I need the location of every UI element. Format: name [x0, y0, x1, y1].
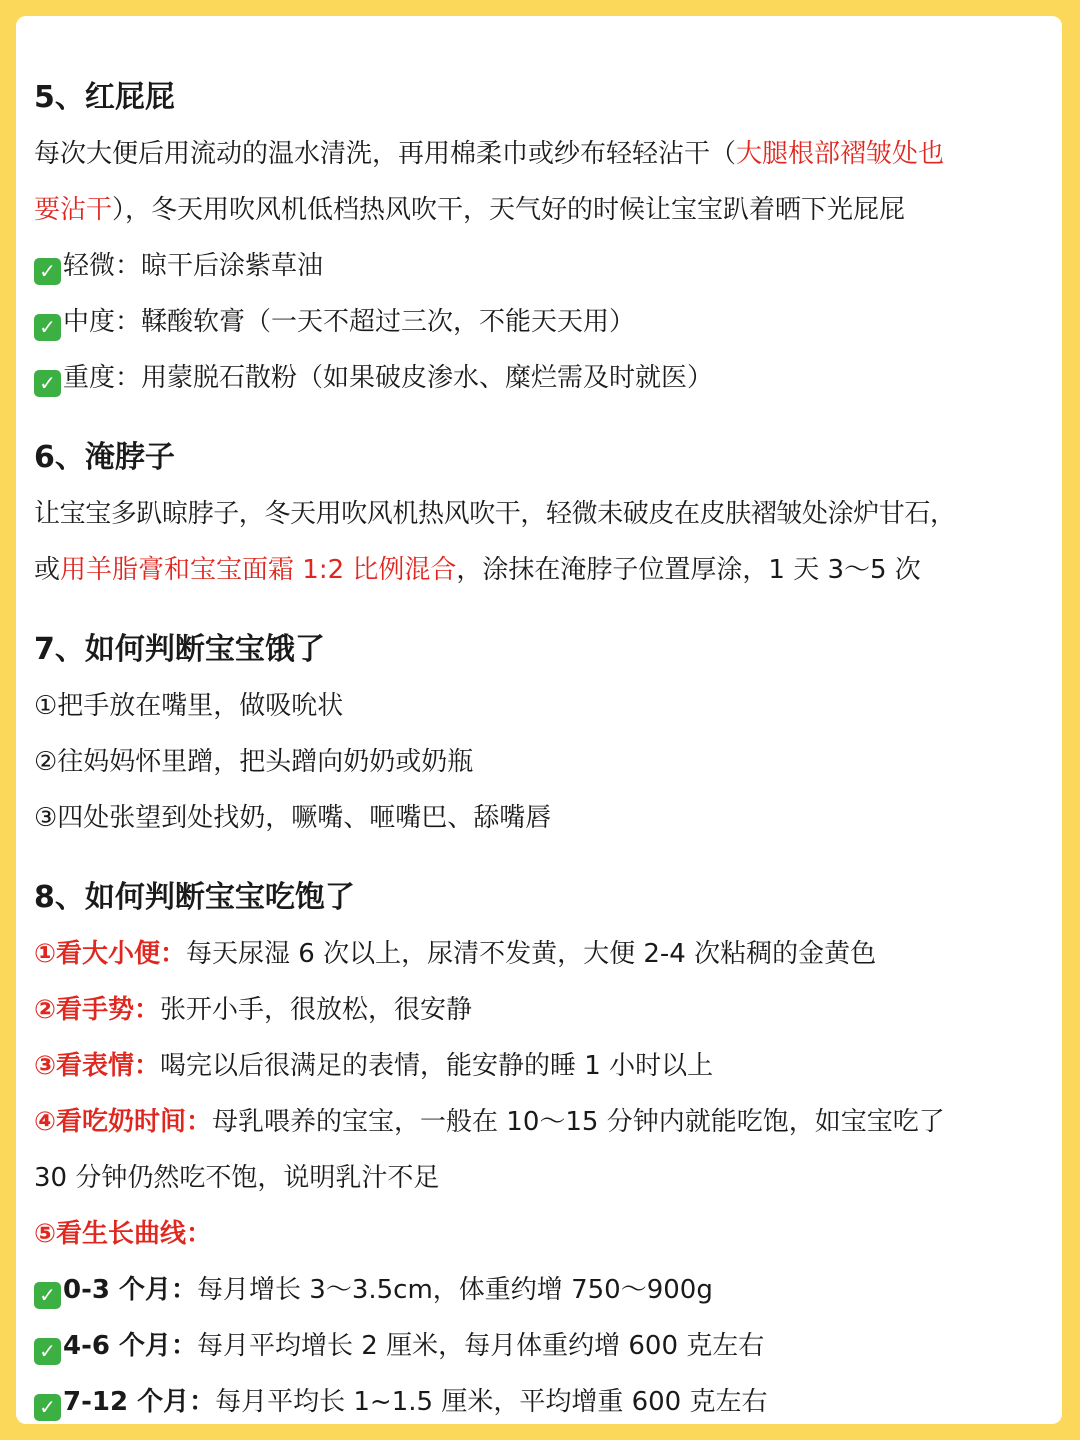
fullness-sign-4 [34, 1094, 1058, 1150]
section-6-paragraph-line-2 [34, 542, 1058, 598]
check-box-icon: ✓ [34, 370, 61, 397]
hunger-sign-2: ②往妈妈怀里蹭，把头蹭向奶奶或奶瓶 [34, 747, 474, 777]
text: 每次大便后用流动的温水清洗，再用棉柔巾或纱布轻轻沾干（ [34, 139, 737, 169]
check-item-mild [34, 238, 1058, 294]
sign-label: ④看吃奶时间： [34, 1107, 213, 1137]
hunger-sign-1: ①把手放在嘴里，做吸吮状 [34, 691, 344, 721]
article-body [34, 70, 1058, 1430]
sign-label: ②看手势： [34, 995, 161, 1025]
section-8-title: 8、如何判断宝宝吃饱了 [34, 880, 355, 915]
check-box-icon: ✓ [34, 1338, 61, 1365]
growth-0-3-months [34, 1262, 1058, 1318]
section-5-paragraph-line-1 [34, 126, 1058, 182]
text: ），冬天用吹风机低档热风吹干，天气好的时候让宝宝趴着晒下光屁屁 [112, 195, 906, 225]
growth-label: 0-3 个月： [63, 1275, 198, 1305]
sign-text: 每天尿湿 6 次以上，尿清不发黄，大便 2-4 次粘稠的金黄色 [186, 939, 877, 969]
sign-text: 喝完以后很满足的表情，能安静的睡 1 小时以上 [160, 1051, 714, 1081]
sign-label: ⑤看生长曲线： [34, 1219, 213, 1249]
check-item-moderate [34, 294, 1058, 350]
fullness-sign-1 [34, 926, 1058, 982]
section-6-title: 6、淹脖子 [34, 440, 175, 475]
fullness-sign-5 [34, 1206, 1058, 1262]
growth-4-6-months [34, 1318, 1058, 1374]
check-box-icon: ✓ [34, 258, 61, 285]
check-item-text: 轻微：晾干后涂紫草油 [63, 251, 324, 281]
check-item-severe [34, 350, 1058, 406]
growth-label: 7-12 个月： [63, 1387, 216, 1417]
fullness-sign-2 [34, 982, 1058, 1038]
check-box-icon: ✓ [34, 1282, 61, 1309]
fullness-sign-4-continued: 30 分钟仍然吃不饱，说明乳汁不足 [34, 1163, 440, 1193]
fullness-sign-3 [34, 1038, 1058, 1094]
section-7-title: 7、如何判断宝宝饿了 [34, 632, 325, 667]
highlight-text: 大腿根部褶皱处也 [736, 139, 945, 169]
growth-text: 每月平均长 1~1.5 厘米，平均增重 600 克左右 [215, 1387, 768, 1417]
highlight-text: 要沾干 [34, 195, 113, 225]
growth-7-12-months [34, 1374, 1058, 1430]
text: ，涂抹在淹脖子位置厚涂，1 天 3～5 次 [456, 555, 921, 585]
hunger-sign-3: ③四处张望到处找奶，噘嘴、咂嘴巴、舔嘴唇 [34, 803, 552, 833]
sign-text: 张开小手，很放松，很安静 [160, 995, 473, 1025]
section-6-paragraph-line-1: 让宝宝多趴晾脖子，冬天用吹风机热风吹干，轻微未破皮在皮肤褶皱处涂炉甘石， [34, 499, 956, 529]
section-5-title: 5、红屁屁 [34, 80, 175, 115]
check-item-text: 中度：鞣酸软膏（一天不超过三次，不能天天用） [63, 307, 636, 337]
check-box-icon: ✓ [34, 314, 61, 341]
check-item-text: 重度：用蒙脱石散粉（如果破皮渗水、糜烂需及时就医） [63, 363, 714, 393]
sign-text: 母乳喂养的宝宝，一般在 10～15 分钟内就能吃饱，如宝宝吃了 [212, 1107, 945, 1137]
growth-text: 每月增长 3～3.5cm，体重约增 750～900g [197, 1275, 713, 1305]
sign-label: ①看大小便： [34, 939, 187, 969]
check-box-icon: ✓ [34, 1394, 61, 1421]
highlight-text: 用羊脂膏和宝宝面霜 1:2 比例混合 [60, 555, 457, 585]
text: 或 [34, 555, 61, 585]
growth-label: 4-6 个月： [63, 1331, 198, 1361]
sign-label: ③看表情： [34, 1051, 161, 1081]
growth-text: 每月平均增长 2 厘米，每月体重约增 600 克左右 [197, 1331, 765, 1361]
section-5-paragraph-line-2 [34, 182, 1058, 238]
content-card [16, 16, 1062, 1424]
